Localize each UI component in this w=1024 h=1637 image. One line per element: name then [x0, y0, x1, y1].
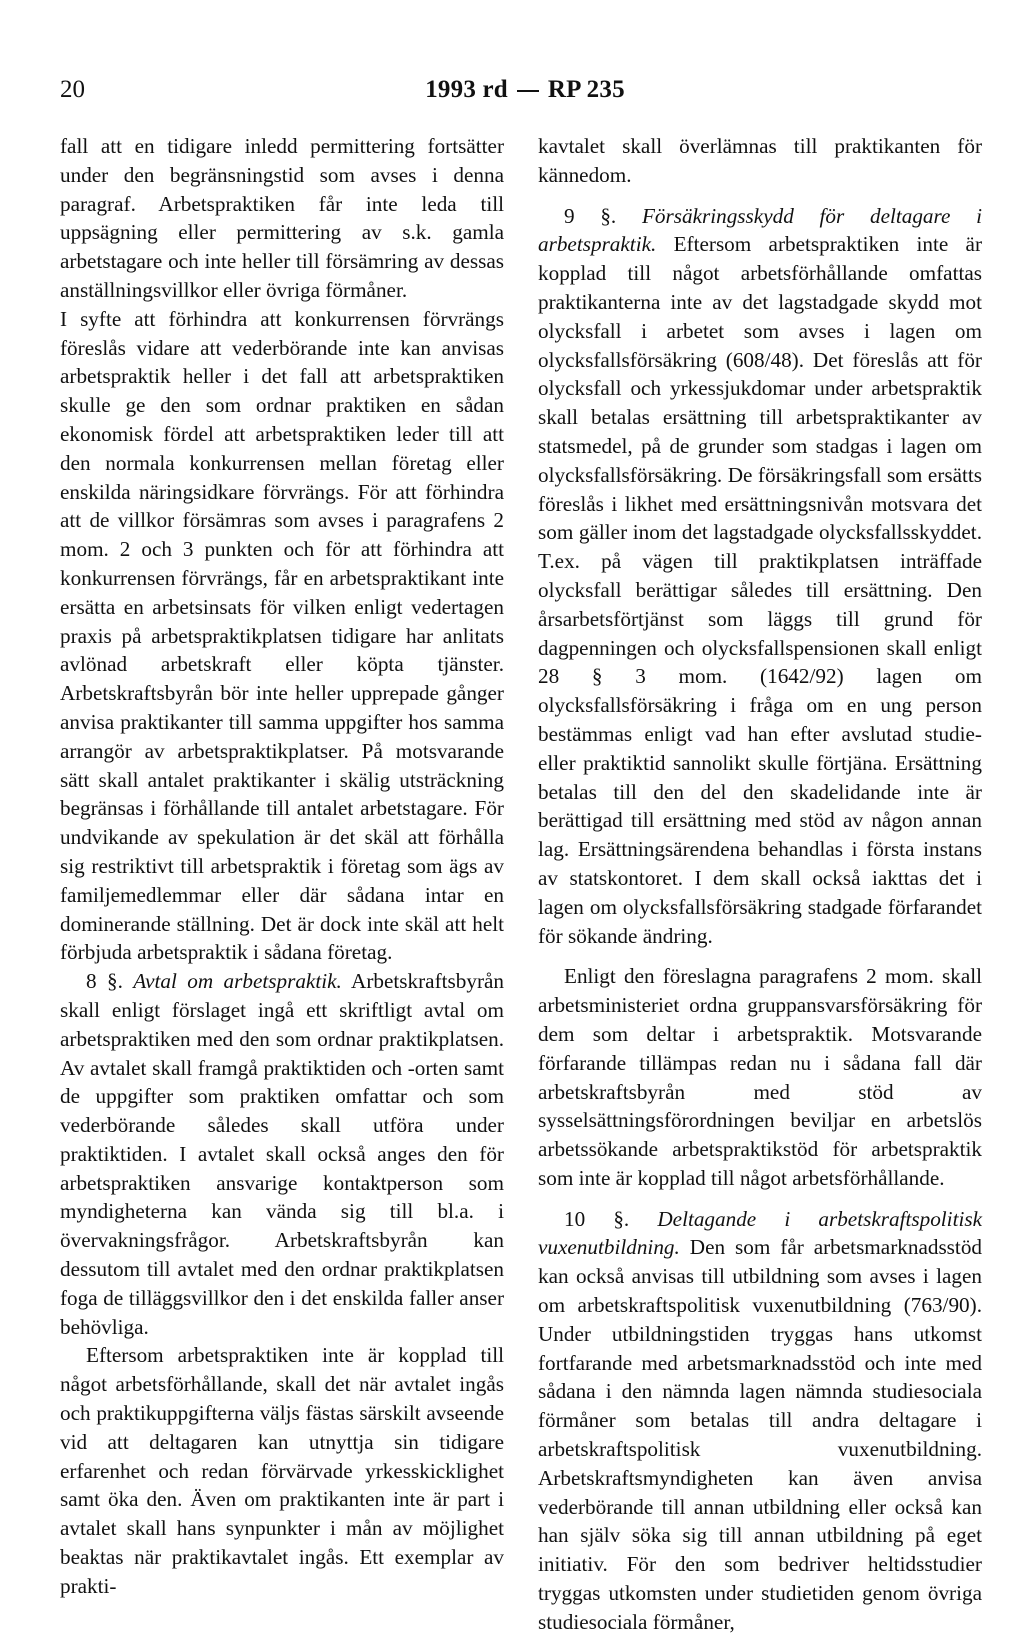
section-8	[60, 967, 504, 1341]
paragraph: Eftersom arbetspraktiken inte är kopplad till något arbetsförhållande, skall det när avtalet ingås och praktikuppgifterna väljs fästas särskilt avseende vid att deltagaren kan utnyttja sin tidigare erfarenhet och redan förvärvade yrkesskicklighet samt öka den. Även om praktikanten inte är part i avtalet skall hans synpunkter i mån av möjlighet beaktas när praktikavtalet ingås. Ett exemplar av prakti-	[60, 1343, 504, 1598]
section-text: Eftersom arbetspraktiken inte är kopplad till något arbetsförhållande omfattas praktikanterna inte av det lagstadgade skydd mot olycksfall i arbetet som avses i lagen om olycksfallsförsäkring (608/48). Det föreslås att för olycksfall och yrkessjukdomar under arbetspraktik skall betalas ersättning till arbetspraktikanter av statsmedel, på de grunder som stadgas i lagen om olycksfallsförsäkring. De försäkringsfall som ersätts föreslås i likhet med ersättningsnivån motsvara det som gäller inom det lagstadgade olycksfallsskyddet. T.ex. på vägen till praktikplatsen inträffade olycksfall berättigar således till ersättning. Den årsarbetsförtjänst som läggs till grund för dagpenningen och olycksfallspensionen skall enligt 28 § 3 mom. (1642/92) lagen om olycksfallsförsäkring i fråga om en ung person bestämmas enligt vad han efter avslutad studie- eller praktiktid sannolikt skulle förtjäna. Ersättning betalas till den del den skadelidande inte är berättigad till ersättning med stöd av någon annan lag. Ersättningsärendena behandlas i första instans av statskontoret. I dem skall också iakttas det i lagen om olycksfallsförsäkring stadgade förfarandet för sökande ändring.	[538, 232, 983, 948]
right-column	[538, 132, 982, 1637]
section-title: Avtal om arbetspraktik.	[133, 969, 342, 994]
page-number: 20	[60, 76, 85, 103]
section-9	[538, 202, 982, 951]
page-header	[60, 74, 990, 114]
paragraph: I syfte att förhindra att konkurrensen förvrängs föreslås vidare att vederbörande inte kan anvisas arbetspraktik heller i det fall att arbetspraktiken skulle ge den som ordnar praktiken en sådan ekonomisk fördel att arbetspraktiken leder till att den normala konkurrensen mellan företag eller enskilda näringsidkare förvrängs. För att förhindra att de villkor försämras som avses i paragrafens 2 mom. 2 och 3 punkten och för att förhindra att konkurrensen förvrängs, får en arbetspraktikant inte ersätta en arbetsinsats för vilken enligt vedertagen praxis på arbetspraktikplatsen tidigare har anlitats avlönad arbetskraft eller köpta tjänster. Arbetskraftsbyrån bör inte heller upprepade gånger anvisa praktikanter till samma uppgifter hos samma arrangör av arbetspraktikplatser. På motsvarande sätt skall antalet praktikanter i skälig utsträckning begränsas i förhållande till antalet arbetstagare. För undvikande av spekulation är det skäl att förhålla sig restriktivt till arbetspraktik i företag som ägs av familjemedlemmar eller där sådana intar en dominerande ställning. Det är dock inte skäl att helt förbjuda arbetspraktik i sådana företag.	[60, 306, 504, 965]
paragraph: fall att en tidigare inledd permittering fortsätter under den begränsningstid som avses i denna paragraf. Arbetspraktiken får inte leda till uppsägning eller permittering av s.k. gamla arbetstagare och inte heller till försämring av dessas anställningsvillkor eller övriga förmåner.	[60, 134, 504, 302]
title-dash	[517, 90, 539, 92]
running-title	[60, 74, 990, 106]
paragraph: Enligt den föreslagna paragrafens 2 mom. skall arbetsministeriet ordna gruppansvarsförsäkring för dem som deltar i arbetspraktik. Motsvarande förfarande tillämpas redan nu i sådana fall där arbetskraftsbyrån med stöd av sysselsättningsförordningen beviljar en arbetslös arbetssökande arbetspraktikstöd för arbetspraktik som inte är kopplad till något arbetsförhållande.	[538, 964, 982, 1190]
section-title: Deltagande i arbetskraftspolitisk vuxenutbildning.	[538, 1206, 982, 1260]
section-text: Arbetskraftsbyrån skall enligt förslaget ingå ett skriftligt avtal om arbetspraktiken med den som ordnar praktikplatsen. Av avtalet skall framgå praktiktiden och -orten samt de uppgifter som praktiken omfattar och som vederbörande således skall utföra under praktiktiden. I avtalet skall också anges den för arbetspraktiken ansvarige kontaktperson som myndigheterna kan vända sig till bl.a. i övervakningsfrågor. Arbetskraftsbyrån kan dessutom till avtalet med den ordnar praktikplatsen foga de tilläggsvillkor den i det enskilda faller anser behövliga.	[60, 969, 505, 1339]
section-text: Den som får arbetsmarknadsstöd kan också anvisas till utbildning som avses i lagen om arbetskraftspolitisk vuxenutbildning (763/90). Under utbildningstiden tryggas hans utkomst fortfarande med arbetsmarknadsstöd och inte med sådana i den nämnda lagen nämnda studiesociala förmåner som betalas till andra deltagare i arbetskraftspolitisk vuxenutbildning. Arbetskraftsmyndigheten kan även anvisa vederbörande till annan utbildning eller också kan han själv söka sig till annan utbildning på eget initiativ. För den som bedriver heltidsstudier tryggas utkomsten under studietiden genom övriga studiesociala förmåner,	[538, 1235, 983, 1634]
section-number: 9 §.	[564, 203, 617, 228]
title-document: RP 235	[547, 76, 625, 103]
title-year: 1993 rd	[425, 76, 508, 103]
section-10	[538, 1205, 982, 1637]
section-number: 10 §.	[564, 1206, 630, 1231]
left-column	[60, 132, 504, 1601]
section-title: Försäkringsskydd för deltagare i arbetspraktik.	[538, 203, 983, 257]
section-number: 8 §.	[86, 969, 123, 994]
paragraph: kavtalet skall överlämnas till praktikanten för kännedom.	[538, 134, 982, 187]
